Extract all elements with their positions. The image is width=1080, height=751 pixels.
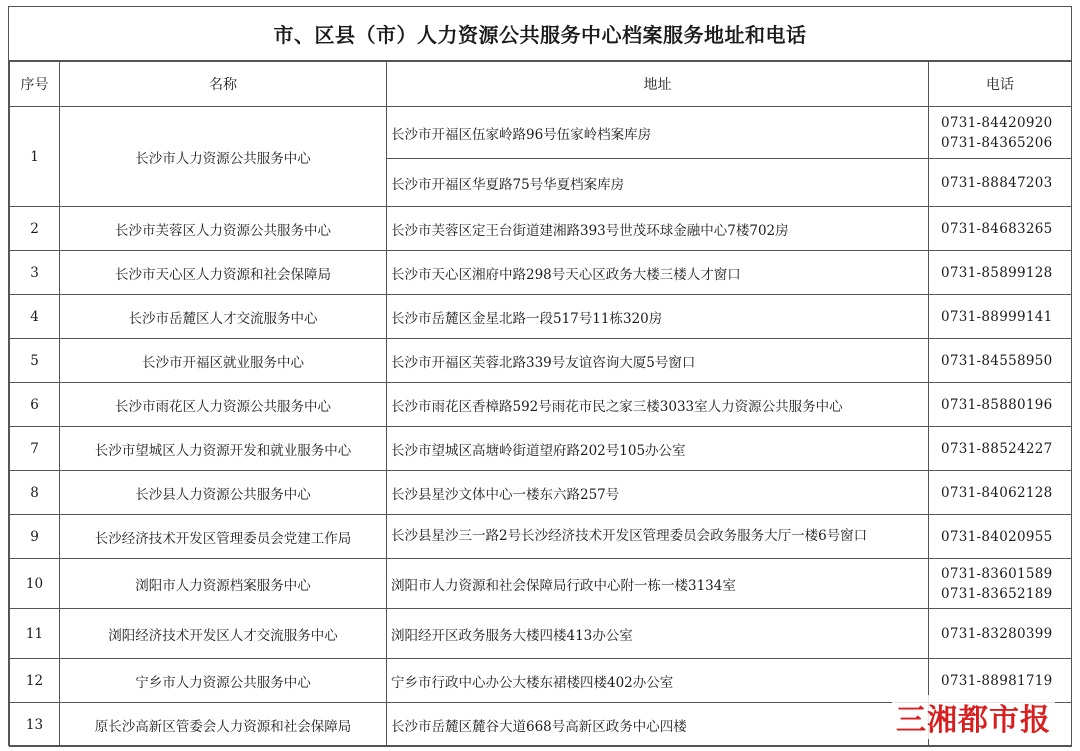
phone-number: 0731-84365206 — [941, 134, 1053, 151]
phone-number: 0731-88524227 — [941, 440, 1053, 457]
table-row — [10, 515, 1072, 559]
row-seq: 13 — [10, 703, 60, 747]
row-address: 浏阳经开区政务服务大楼四楼413办公室 — [387, 609, 929, 659]
row-address: 长沙市开福区华夏路75号华夏档案库房 — [387, 159, 929, 207]
header-name: 名称 — [60, 62, 387, 107]
phone-number: 0731-84062128 — [941, 484, 1053, 501]
row-seq: 2 — [10, 207, 60, 251]
row-address: 长沙县星沙三一路2号长沙经济技术开发区管理委员会政务服务大厅一楼6号窗口 — [387, 515, 929, 559]
row-seq: 7 — [10, 427, 60, 471]
row-name: 原长沙高新区管委会人力资源和社会保障局 — [60, 703, 387, 747]
row-address: 长沙市天心区湘府中路298号天心区政务大楼三楼人才窗口 — [387, 251, 929, 295]
newspaper-watermark: 三湘都市报 — [892, 695, 1055, 739]
phone-number: 0731-84420920 — [941, 114, 1053, 131]
table-row — [10, 383, 1072, 427]
row-name: 长沙市芙蓉区人力资源公共服务中心 — [60, 207, 387, 251]
row-name: 长沙市开福区就业服务中心 — [60, 339, 387, 383]
phone-cell — [929, 159, 1072, 207]
phone-number: 0731-85880196 — [941, 396, 1053, 413]
header-seq: 序号 — [10, 62, 60, 107]
phone-number: 0731-83280399 — [941, 625, 1053, 642]
row-seq: 6 — [10, 383, 60, 427]
row-seq: 1 — [10, 107, 60, 207]
row-name: 浏阳市人力资源档案服务中心 — [60, 559, 387, 609]
table-row — [10, 609, 1072, 659]
row-name: 长沙市望城区人力资源开发和就业服务中心 — [60, 427, 387, 471]
table-body — [10, 107, 1072, 747]
table-row — [10, 107, 1072, 159]
page-title: 市、区县（市）人力资源公共服务中心档案服务地址和电话 — [9, 7, 1071, 61]
row-address: 长沙市芙蓉区定王台街道建湘路393号世茂环球金融中心7楼702房 — [387, 207, 929, 251]
service-table — [9, 61, 1072, 747]
table-row — [10, 251, 1072, 295]
phone-number: 0731-85899128 — [941, 264, 1053, 281]
phone-cell — [929, 559, 1072, 609]
row-seq: 3 — [10, 251, 60, 295]
phone-number: 0731-88981719 — [941, 672, 1053, 689]
phone-cell — [929, 515, 1072, 559]
row-name: 长沙市人力资源公共服务中心 — [60, 107, 387, 207]
phone-cell — [929, 251, 1072, 295]
row-name: 宁乡市人力资源公共服务中心 — [60, 659, 387, 703]
row-address: 长沙市雨花区香樟路592号雨花市民之家三楼3033室人力资源公共服务中心 — [387, 383, 929, 427]
table-row — [10, 471, 1072, 515]
row-name: 长沙市岳麓区人才交流服务中心 — [60, 295, 387, 339]
row-name: 长沙市天心区人力资源和社会保障局 — [60, 251, 387, 295]
row-address: 长沙市开福区芙蓉北路339号友谊咨询大厦5号窗口 — [387, 339, 929, 383]
phone-number: 0731-84558950 — [941, 352, 1053, 369]
row-address: 长沙市岳麓区金星北路一段517号11栋320房 — [387, 295, 929, 339]
table-row — [10, 207, 1072, 251]
row-name: 长沙市雨花区人力资源公共服务中心 — [60, 383, 387, 427]
row-seq: 11 — [10, 609, 60, 659]
phone-cell — [929, 609, 1072, 659]
row-seq: 9 — [10, 515, 60, 559]
phone-number: 0731-88847203 — [941, 174, 1053, 191]
table-row — [10, 339, 1072, 383]
row-address: 长沙县星沙文体中心一楼东六路257号 — [387, 471, 929, 515]
phone-number: 0731-83652189 — [941, 585, 1053, 602]
phone-cell — [929, 339, 1072, 383]
row-seq: 4 — [10, 295, 60, 339]
row-seq: 8 — [10, 471, 60, 515]
header-address: 地址 — [387, 62, 929, 107]
row-address: 宁乡市行政中心办公大楼东裙楼四楼402办公室 — [387, 659, 929, 703]
table-header-row — [10, 62, 1072, 107]
phone-cell — [929, 471, 1072, 515]
phone-number: 0731-88999141 — [941, 308, 1053, 325]
phone-number: 0731-84683265 — [941, 220, 1053, 237]
phone-cell — [929, 207, 1072, 251]
phone-cell — [929, 107, 1072, 159]
document-frame — [8, 6, 1072, 746]
row-name: 长沙县人力资源公共服务中心 — [60, 471, 387, 515]
row-name: 浏阳经济技术开发区人才交流服务中心 — [60, 609, 387, 659]
row-seq: 10 — [10, 559, 60, 609]
table-row — [10, 427, 1072, 471]
phone-cell — [929, 427, 1072, 471]
phone-cell — [929, 383, 1072, 427]
row-address: 长沙市望城区高塘岭街道望府路202号105办公室 — [387, 427, 929, 471]
row-seq: 12 — [10, 659, 60, 703]
row-name: 长沙经济技术开发区管理委员会党建工作局 — [60, 515, 387, 559]
row-address: 浏阳市人力资源和社会保障局行政中心附一栋一楼3134室 — [387, 559, 929, 609]
phone-number: 0731-83601589 — [941, 565, 1053, 582]
table-row — [10, 295, 1072, 339]
header-phone: 电话 — [929, 62, 1072, 107]
row-address: 长沙市岳麓区麓谷大道668号高新区政务中心四楼 — [387, 703, 929, 747]
row-address: 长沙市开福区伍家岭路96号伍家岭档案库房 — [387, 107, 929, 159]
phone-cell — [929, 295, 1072, 339]
phone-number: 0731-84020955 — [941, 528, 1053, 545]
row-seq: 5 — [10, 339, 60, 383]
table-row — [10, 559, 1072, 609]
